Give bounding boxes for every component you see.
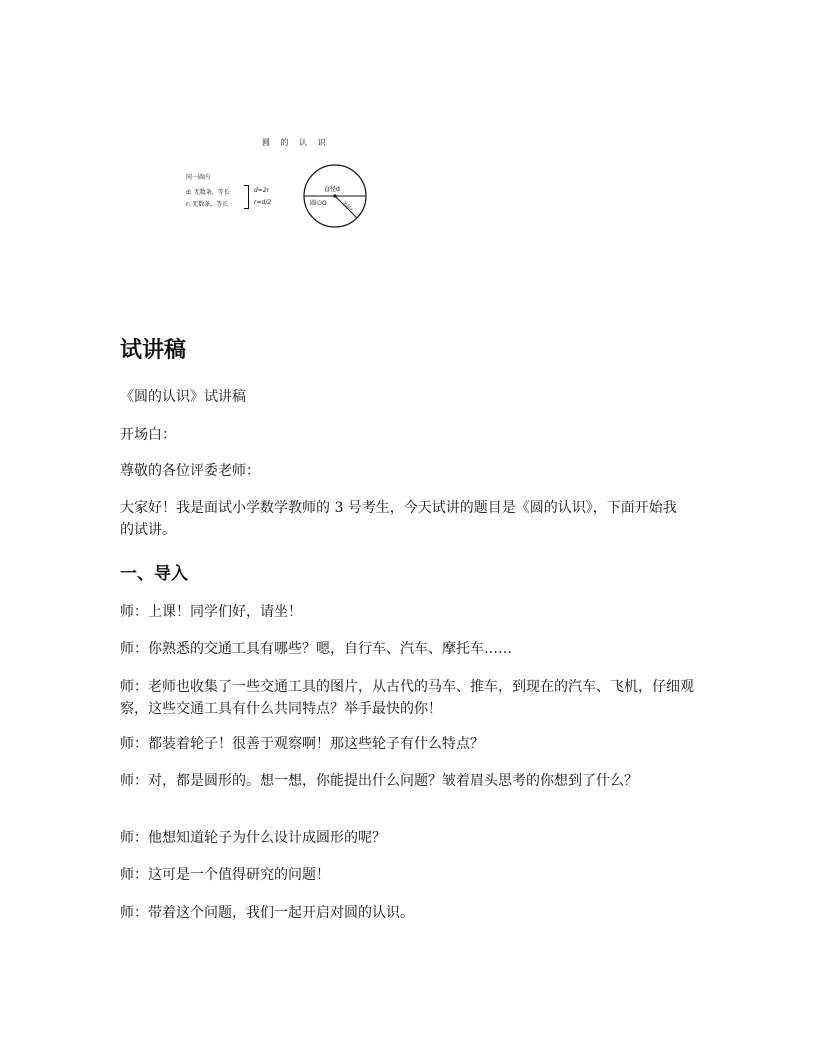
dialogue-line: 师：你熟悉的交通工具有哪些？嗯，自行车、汽车、摩托车…… — [120, 641, 512, 657]
document-title: 试讲稿 — [120, 338, 187, 363]
circle-label-diameter: 直径d — [324, 186, 340, 193]
brace-bracket — [244, 185, 249, 209]
dialogue-line: 师：老师也收集了一些交通工具的图片，从古代的马车、推车，到现在的汽车、飞机，仔细观察，这些交通工具有什么共同特点？举手最快的你！ — [120, 679, 694, 717]
section-heading-intro: 一、导入 — [120, 564, 188, 584]
dialogue-line: 师：都装着轮子！很善于观察啊！那这些轮子有什么特点？ — [120, 736, 484, 752]
formula-r-d-2: r=d/2 — [254, 199, 272, 206]
dialogue-line: 师：上课！同学们好，请坐！ — [120, 604, 302, 620]
formula-d-2r: d=2r — [254, 187, 270, 194]
lecture-subtitle: 《圆的认识》试讲稿 — [120, 389, 246, 405]
board-title: 圆 的 认 识 — [262, 138, 330, 147]
circle-label-radius: 半径r — [340, 200, 354, 213]
dialogue-line: 师：他想知道轮子为什么设计成圆形的呢？ — [120, 830, 386, 846]
dialogue-line: 师：这可是一个值得研究的问题！ — [120, 867, 330, 883]
dialogue-line: 师：对，都是圆形的。想一想，你能提出什么问题？皱着眉头思考的你想到了什么？ — [120, 773, 638, 789]
dialogue-line: 师：带着这个问题，我们一起开启对圆的认识。 — [120, 905, 414, 921]
circle-label-center: 圆心O — [310, 200, 327, 207]
board-line-same-circle: 同一圆内 — [186, 174, 211, 181]
intro-paragraph: 大家好！我是面试小学数学教师的 3 号考生，今天试讲的题目是《圆的认识》，下面开始我的试讲。 — [120, 500, 677, 538]
board-line-diameter: d: 无数条，等长 — [186, 189, 230, 196]
board-line-radius: r: 无数条，等长 — [186, 201, 229, 208]
center-point — [333, 194, 336, 197]
greeting: 尊敬的各位评委老师： — [120, 463, 260, 479]
blackboard-sketch — [180, 135, 380, 230]
circle-diagram — [302, 163, 368, 229]
opening-label: 开场白： — [120, 427, 176, 443]
